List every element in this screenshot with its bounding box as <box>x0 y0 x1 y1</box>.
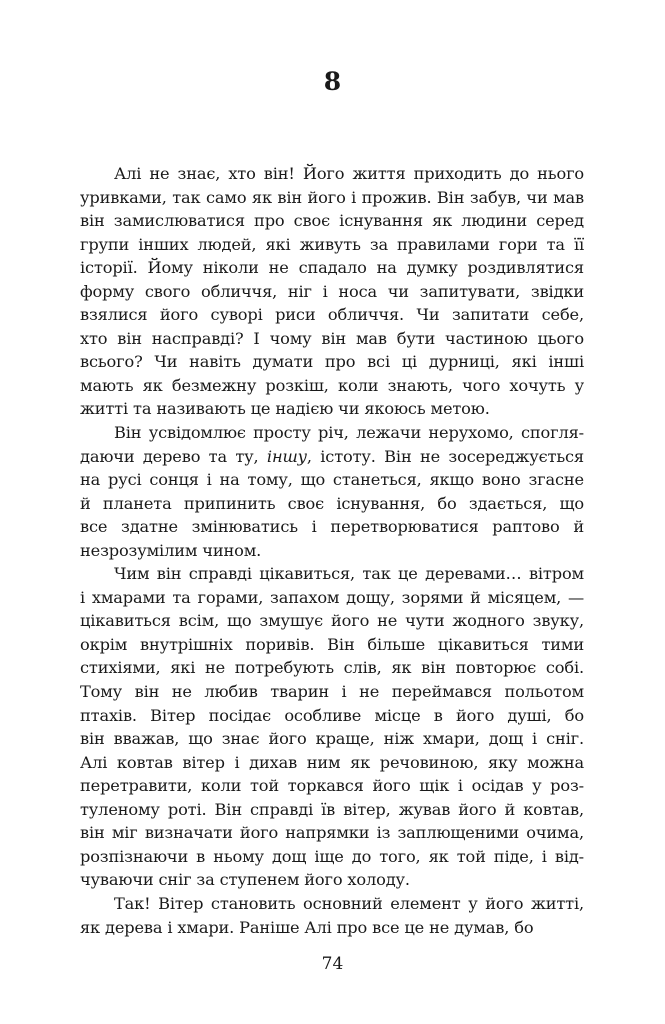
text-segment: даючи дерево та ту, <box>80 446 267 466</box>
text-line: на русі сонця і на тому, що станеться, якщо воно згасне <box>80 470 584 490</box>
paragraph <box>80 892 584 939</box>
italic-word: іншу <box>266 446 307 466</box>
text-line: Так! Вітер становить основний елемент у його житті, <box>114 893 584 913</box>
text-line: групи інших людей, які живуть за правилами гори та її <box>80 234 584 254</box>
text-line: Алі не знає, хто він! Його життя приходить до нього <box>114 164 584 183</box>
body-text <box>80 162 584 939</box>
text-line: всього? Чи навіть думати про всі ці дурниці, які інші <box>80 352 584 372</box>
text-segment: , істоту. Він не зосереджується <box>306 446 584 466</box>
text-line: він міг визначати його напрямки із заплющеними очима, <box>80 823 584 843</box>
text-line: історії. Йому ніколи не спадало на думку роздивлятися <box>80 258 584 278</box>
text-line: чуваючи сніг за ступенем його холоду. <box>80 870 410 890</box>
text-line: житті та називають це надією чи якоюсь метою. <box>80 399 490 419</box>
paragraph <box>80 162 584 421</box>
page-number: 74 <box>321 954 344 974</box>
text-line: уривками, так само як він його і прожив. Він забув, чи мав <box>80 187 584 207</box>
text-line: він замислюватися про своє існування як людини серед <box>80 211 584 231</box>
text-line: Він усвідомлює просту річ, лежачи нерухомо, спогля- <box>114 423 584 443</box>
text-line: перетравити, коли той торкався його щік і осідав у роз- <box>80 776 584 796</box>
text-line: форму свого обличчя, ніг і носа чи запитувати, звідки <box>80 281 584 301</box>
text-line <box>80 445 584 469</box>
text-line: цікавиться всім, що змушує його не чути жодного звуку, <box>80 611 584 631</box>
text-line: як дерева і хмари. Раніше Алі про все це не думав, бо <box>80 917 534 937</box>
text-line: туленому роті. Він справді їв вітер, жував його й ковтав, <box>80 799 584 819</box>
text-line: й планета припинить своє існування, бо здається, що <box>80 493 584 513</box>
text-line: стихіями, які не потребують слів, як він повторює собі. <box>80 658 584 678</box>
text-line: Чим він справді цікавиться, так це деревами… вітром <box>114 564 584 584</box>
text-line: Алі ковтав вітер і дихав ним як речовиною, яку можна <box>80 752 584 772</box>
text-line: окрім внутрішніх поривів. Він більше цікавиться тими <box>80 634 584 654</box>
text-line: розпізнаючи в ньому дощ іще до того, як той піде, і від- <box>80 846 584 866</box>
text-line: птахів. Вітер посідає особливе місце в його душі, бо <box>80 705 584 725</box>
text-line: Тому він не любив тварин і не переймався польотом <box>80 682 584 702</box>
text-line: все здатне змінюватись і перетворюватися раптово й <box>80 517 584 537</box>
text-line: взялися його суворі риси обличчя. Чи запитати себе, <box>80 305 584 325</box>
text-line: незрозумілим чином. <box>80 540 262 560</box>
text-line: хто він насправді? І чому він мав бути частиною цього <box>80 328 584 348</box>
paragraph <box>80 562 584 892</box>
text-line: і хмарами та горами, запахом дощу, зорями й місяцем, — <box>80 587 584 607</box>
text-line: він вважав, що знає його краще, ніж хмари, дощ і сніг. <box>80 729 584 749</box>
chapter-number: 8 <box>323 67 342 96</box>
text-line: мають як безмежну розкіш, коли знають, чого хочуть у <box>80 375 584 395</box>
paragraph <box>80 421 584 562</box>
